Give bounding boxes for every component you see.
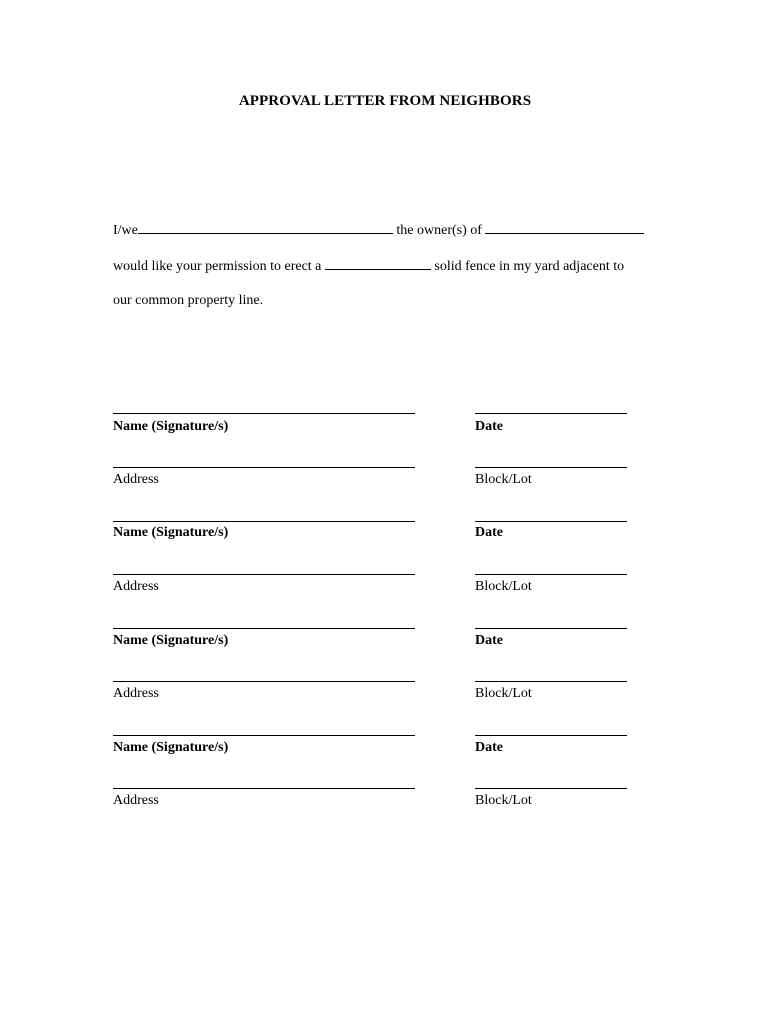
name-signature-line[interactable] — [113, 735, 415, 736]
name-signature-label: Name (Signature/s) — [113, 633, 229, 648]
paragraph-line-3: our common property line. — [113, 293, 264, 308]
name-signature-label: Name (Signature/s) — [113, 740, 229, 755]
owner-name-blank[interactable] — [138, 222, 393, 234]
fence-text: solid fence in my yard adjacent to — [430, 259, 625, 274]
name-signature-label: Name (Signature/s) — [113, 419, 229, 434]
name-signature-line[interactable] — [113, 628, 415, 629]
address-label: Address — [113, 472, 159, 487]
date-label: Date — [475, 419, 503, 434]
blocklot-line[interactable] — [475, 788, 627, 789]
property-address-blank[interactable] — [485, 222, 644, 234]
blocklot-label: Block/Lot — [475, 579, 532, 594]
permission-text: would like your permission to erect a — [113, 259, 325, 274]
owners-of-text: the owner(s) of — [392, 223, 486, 238]
blocklot-label: Block/Lot — [475, 686, 532, 701]
blocklot-line[interactable] — [475, 467, 627, 468]
date-line[interactable] — [475, 521, 627, 522]
blocklot-line[interactable] — [475, 574, 627, 575]
date-line[interactable] — [475, 628, 627, 629]
address-line[interactable] — [113, 467, 415, 468]
address-label: Address — [113, 793, 159, 808]
date-line[interactable] — [475, 413, 627, 414]
fence-height-blank[interactable] — [325, 258, 431, 270]
blocklot-line[interactable] — [475, 681, 627, 682]
date-line[interactable] — [475, 735, 627, 736]
paragraph-line-1 — [113, 222, 644, 239]
address-line[interactable] — [113, 788, 415, 789]
name-signature-line[interactable] — [113, 413, 415, 414]
address-label: Address — [113, 686, 159, 701]
iwe-text: I/we — [113, 223, 138, 238]
date-label: Date — [475, 633, 503, 648]
blocklot-label: Block/Lot — [475, 793, 532, 808]
paragraph-line-2 — [113, 258, 624, 275]
date-label: Date — [475, 525, 503, 540]
page-title: APPROVAL LETTER FROM NEIGHBORS — [238, 93, 532, 109]
date-label: Date — [475, 740, 503, 755]
address-label: Address — [113, 579, 159, 594]
address-line[interactable] — [113, 574, 415, 575]
name-signature-line[interactable] — [113, 521, 415, 522]
blocklot-label: Block/Lot — [475, 472, 532, 487]
address-line[interactable] — [113, 681, 415, 682]
name-signature-label: Name (Signature/s) — [113, 525, 229, 540]
